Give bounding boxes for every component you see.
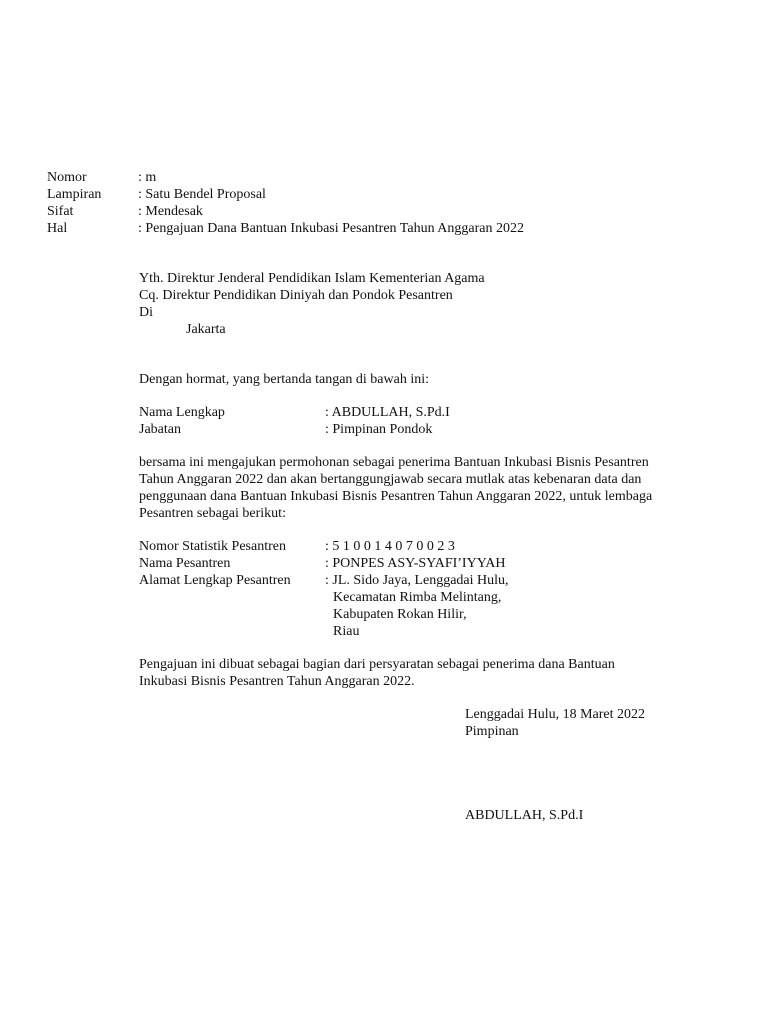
closing-line-2: Inkubasi Bisnis Pesantren Tahun Anggaran 2022. [139,674,415,689]
body-line-2: Tahun Anggaran 2022 dan akan bertanggungjawab secara mutlak atas kebenaran data dan [139,472,642,487]
address-label: Alamat Lengkap Pesantren [139,573,291,588]
field-label-hal: Hal [47,221,68,236]
signer-value-position: : Pimpinan Pondok [325,422,433,437]
recipient-line-1: Yth. Direktur Jenderal Pendidikan Islam Kementerian Agama [139,271,485,286]
pesantren-name-value: : PONPES ASY-SYAFI’IYYAH [325,556,506,571]
field-value-nomor: : m [138,170,157,185]
body-line-4: Pesantren sebagai berikut: [139,506,286,521]
signer-value-name: : ABDULLAH, S.Pd.I [325,405,450,420]
closing-line-1: Pengajuan ini dibuat sebagai bagian dari persyaratan sebagai penerima dana Bantuan [139,657,615,672]
nsp-value: : 5 1 0 0 1 4 0 7 0 0 2 3 [325,539,455,554]
field-value-lampiran: : Satu Bendel Proposal [138,187,266,202]
field-value-hal: : Pengajuan Dana Bantuan Inkubasi Pesantren Tahun Anggaran 2022 [138,221,525,236]
recipient-city: Jakarta [186,322,226,337]
nsp-label: Nomor Statistik Pesantren [139,539,286,554]
greeting: Dengan hormat, yang bertanda tangan di bawah ini: [139,372,430,387]
field-label-lampiran: Lampiran [47,187,102,202]
field-label-sifat: Sifat [47,204,74,219]
field-label-nomor: Nomor [47,170,87,185]
signature-name: ABDULLAH, S.Pd.I [465,808,584,823]
signer-label-position: Jabatan [139,422,181,437]
address-line-3: Kabupaten Rokan Hilir, [333,607,467,622]
address-line-4: Riau [333,624,360,639]
body-line-3: penggunaan dana Bantuan Inkubasi Bisnis Pesantren Tahun Anggaran 2022, untuk lembaga [139,489,653,504]
recipient-line-2: Cq. Direktur Pendidikan Diniyah dan Pondok Pesantren [139,288,453,303]
signer-label-name: Nama Lengkap [139,405,225,420]
body-line-1: bersama ini mengajukan permohonan sebagai penerima Bantuan Inkubasi Bisnis Pesantren [139,455,649,470]
signature-place-date: Lenggadai Hulu, 18 Maret 2022 [465,707,646,722]
recipient-line-3: Di [139,305,153,320]
field-value-sifat: : Mendesak [138,204,203,219]
address-line-2: Kecamatan Rimba Melintang, [333,590,502,605]
pesantren-name-label: Nama Pesantren [139,556,231,571]
address-line-1: : JL. Sido Jaya, Lenggadai Hulu, [325,573,509,588]
signature-title: Pimpinan [465,724,519,739]
